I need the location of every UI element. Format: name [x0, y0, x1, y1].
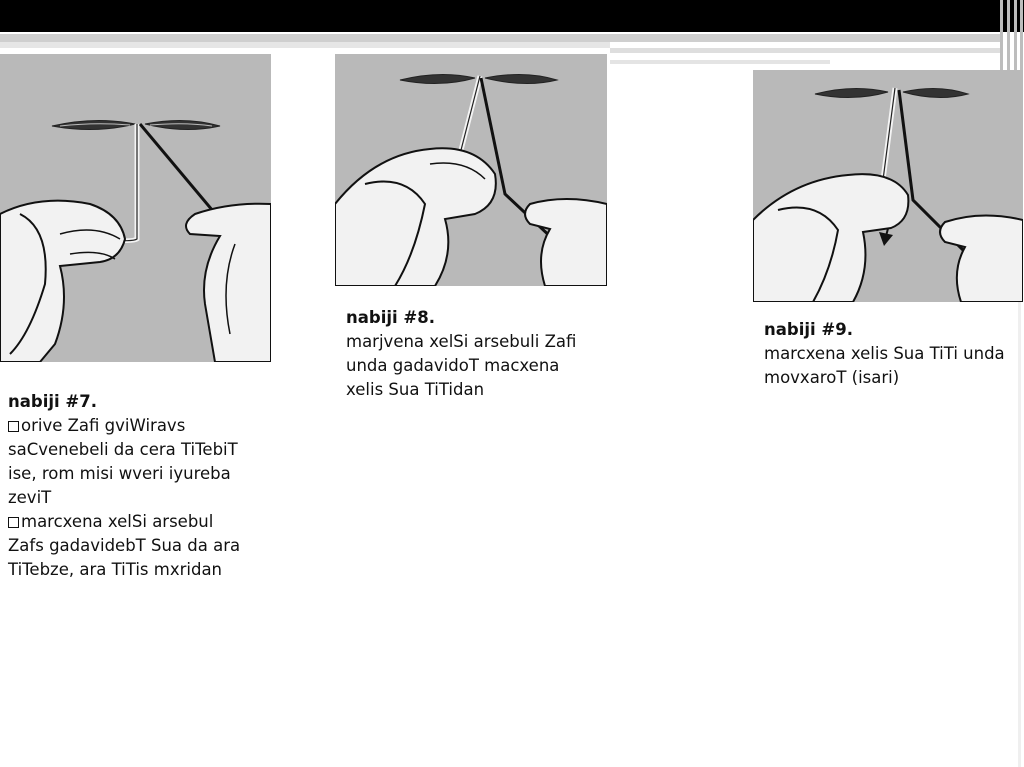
- header-bar: [0, 0, 1024, 32]
- step7-caption: [8, 390, 270, 582]
- suture-hands-illustration-step8-icon: [335, 54, 607, 286]
- step7-title: nabiji #7.: [8, 392, 97, 411]
- step8-text-line: unda gadavidoT macxena: [346, 356, 560, 375]
- step7-text-line: TiTebze, ara TiTis mxridan: [8, 560, 223, 579]
- decorative-edge-bars: [996, 0, 1024, 70]
- step9-caption: [764, 318, 1022, 390]
- step7-text-line: ise, rom misi wveri iyureba: [8, 464, 231, 483]
- step9-title: nabiji #9.: [764, 320, 853, 339]
- step9-illustration: [753, 70, 1023, 302]
- step8-caption: [346, 306, 606, 402]
- step7-text-line: orive Zafi gviWiravs: [21, 416, 186, 435]
- header-stripe: [0, 42, 610, 48]
- step7-illustration: [0, 54, 271, 362]
- suture-hands-illustration-step9-icon: [753, 70, 1023, 302]
- checkbox-bullet-icon: [8, 421, 19, 432]
- step9-text-line: marcxena xelis Sua TiTi unda: [764, 344, 1005, 363]
- step7-text-line: marcxena xelSi arsebul: [21, 512, 214, 531]
- header-stripe: [610, 48, 1000, 53]
- checkbox-bullet-icon: [8, 517, 19, 528]
- step7-text-line: zeviT: [8, 488, 52, 507]
- step8-title: nabiji #8.: [346, 308, 435, 327]
- step9-text-line: movxaroT (isari): [764, 368, 900, 387]
- step7-text-line: saCvenebeli da cera TiTebiT: [8, 440, 238, 459]
- step8-illustration: [335, 54, 607, 286]
- header-stripe: [610, 60, 830, 64]
- step7-text-line: Zafs gadavidebT Sua da ara: [8, 536, 241, 555]
- step8-text-line: marjvena xelSi arsebuli Zafi: [346, 332, 577, 351]
- header-stripe: [0, 34, 1000, 42]
- step8-text-line: xelis Sua TiTidan: [346, 380, 485, 399]
- suture-hands-illustration-step7-icon: [0, 54, 271, 362]
